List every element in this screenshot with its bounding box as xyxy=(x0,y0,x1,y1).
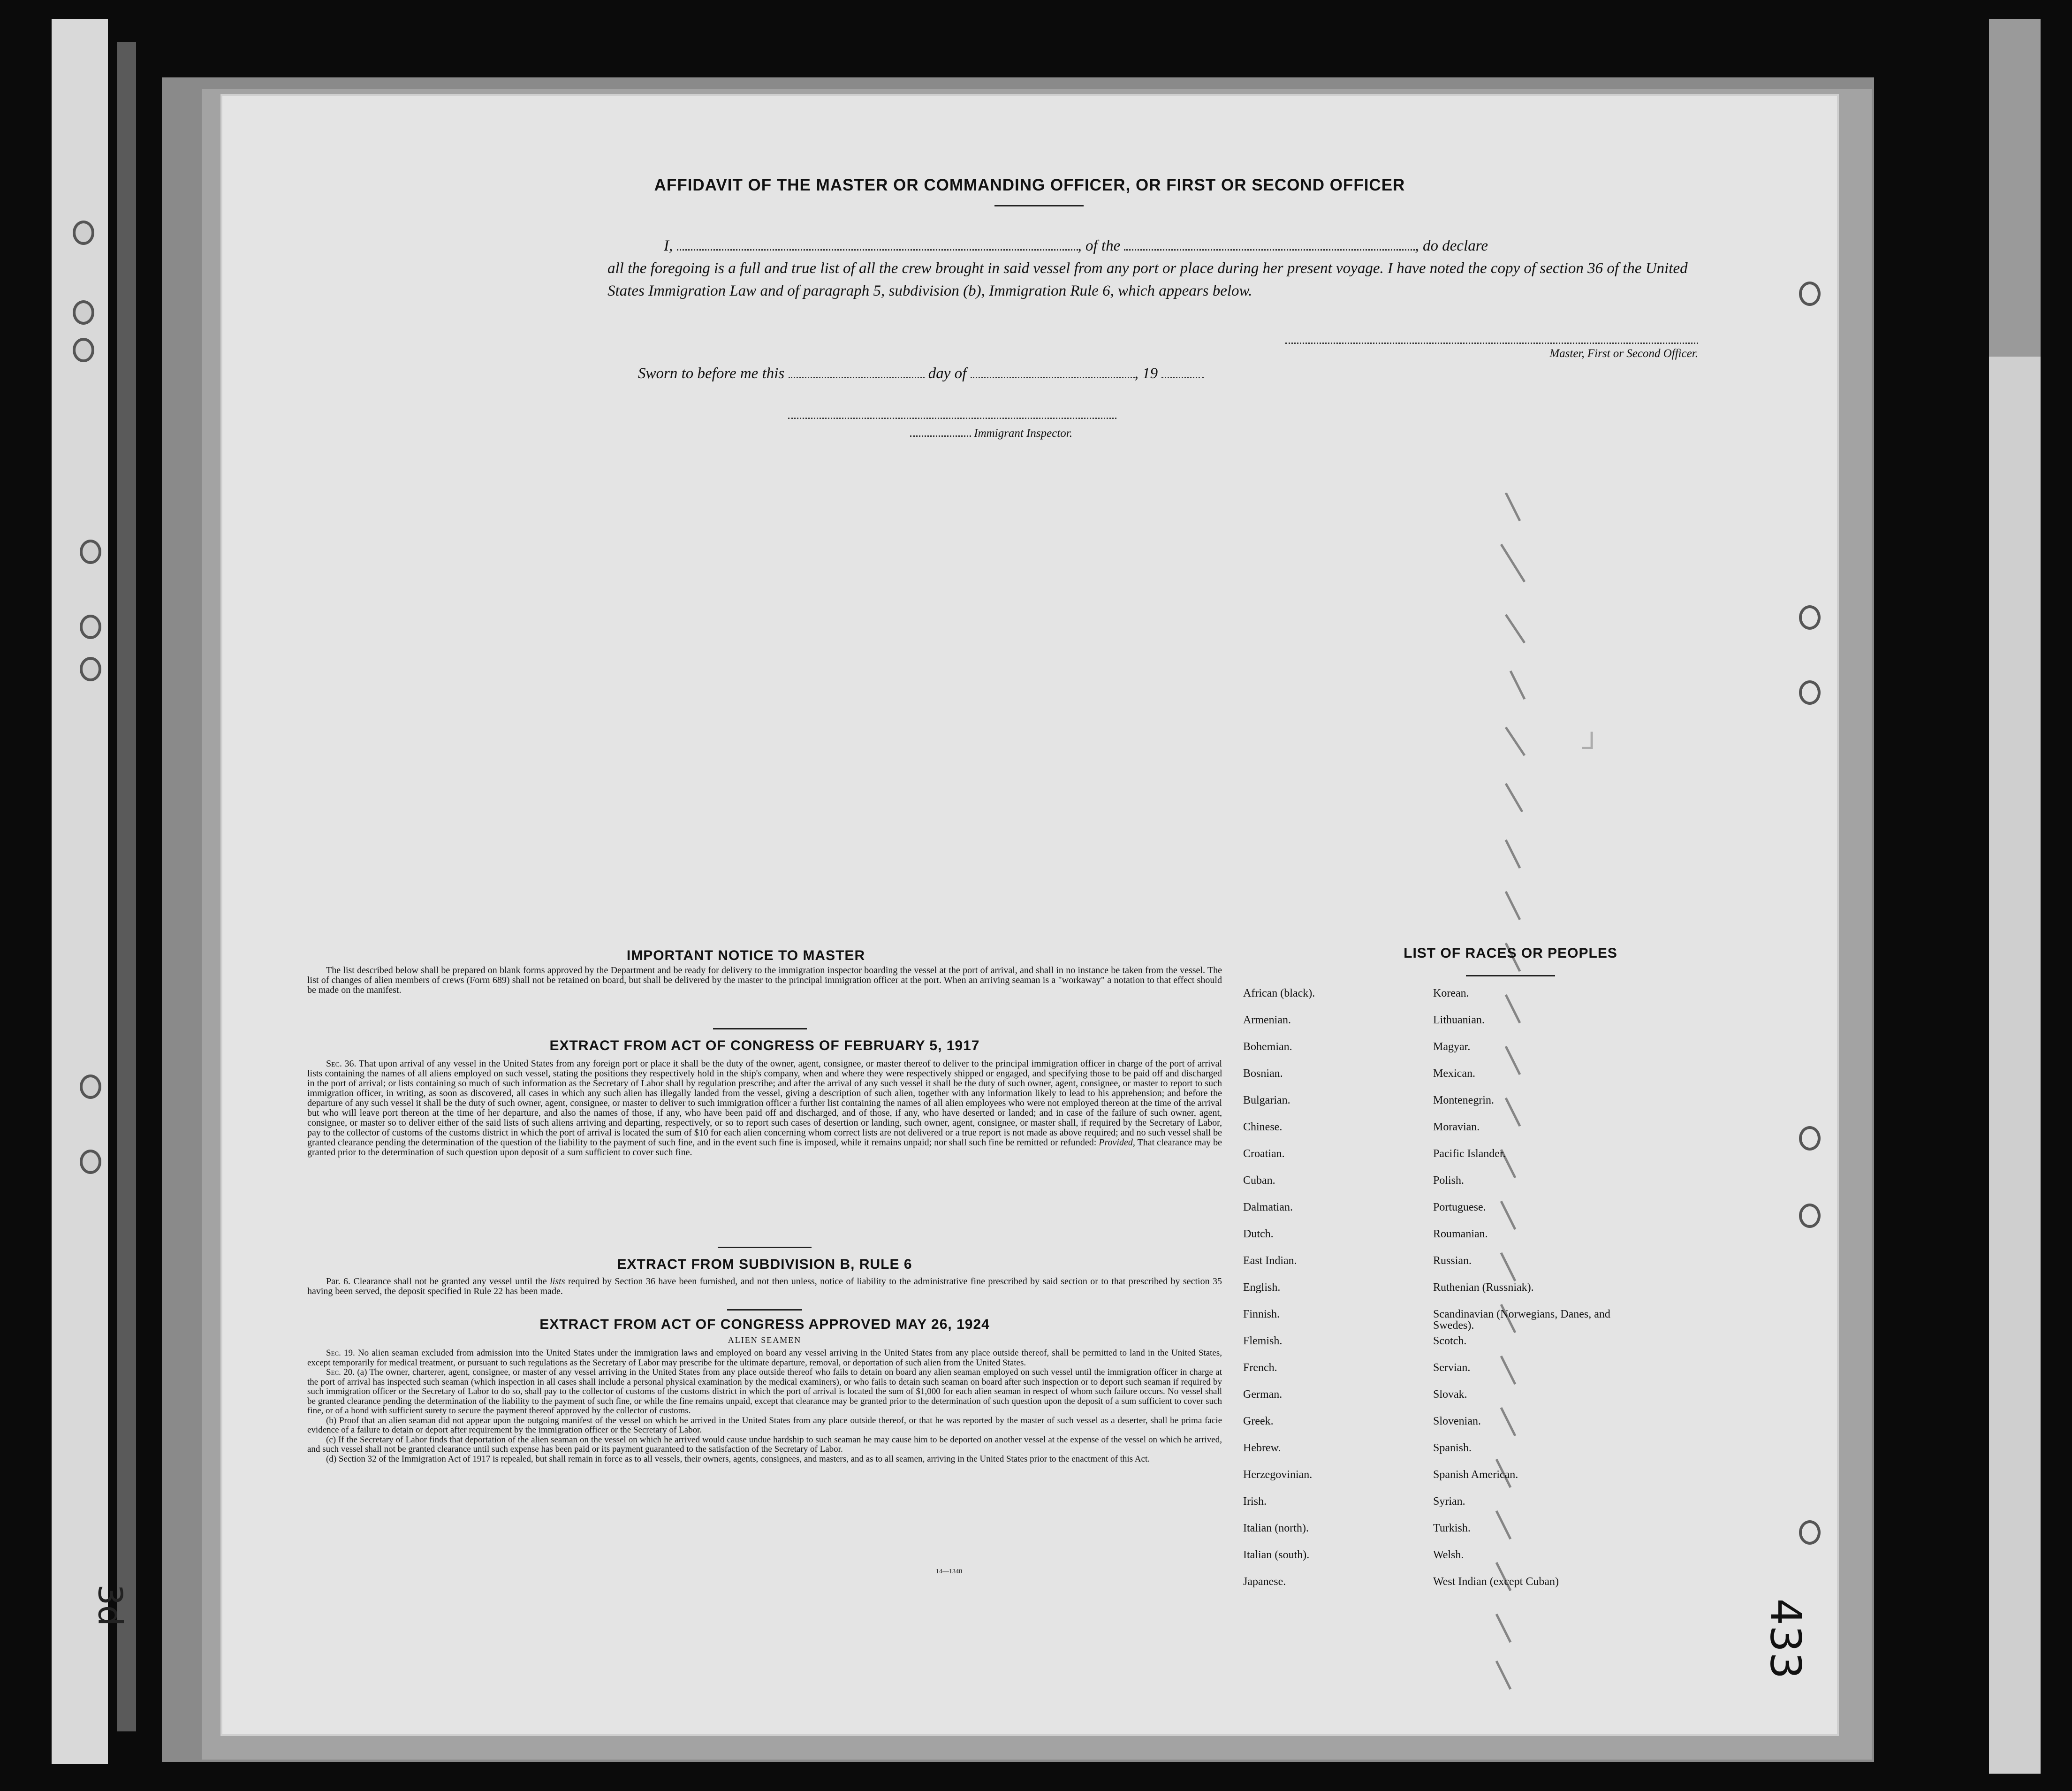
of-the-label: , of the xyxy=(1078,237,1121,254)
race-item: West Indian (except Cuban) xyxy=(1433,1576,1559,1588)
binder-hole xyxy=(80,1075,101,1099)
sec-19-text: No alien seaman excluded from admission into the United States under the immigration laws and employed on board any vessel arriving in the United States from any place outside thereof, shall be permitted to land in the United States, except temporarily for medical treatment, or pursuant to such regulations as the Secretary of Labor may prescribe for the ultimate departure, removal, or deportation of such alien from the United States. xyxy=(307,1348,1222,1368)
inspector-dot-lead xyxy=(910,433,971,437)
race-item: Irish. xyxy=(1243,1495,1267,1508)
race-item: Finnish. xyxy=(1243,1308,1280,1320)
alien-seamen-subtitle: ALIEN SEAMEN xyxy=(728,1335,802,1345)
race-item: Croatian. xyxy=(1243,1148,1285,1160)
year-prefix: , 19 xyxy=(1134,365,1158,382)
rule-6-text-b: required by Section 36 have been furnished, and not then unless, notice of liability to the administrative fine prescribed by said section or to that prescribed by section 35 having been served, the deposit specified in Rule 22 has been made. xyxy=(307,1276,1222,1296)
race-item: Greek. xyxy=(1243,1415,1274,1427)
inspector-signature-line[interactable] xyxy=(788,418,1116,419)
sworn-day-field[interactable] xyxy=(789,374,925,378)
notice-rule xyxy=(713,1028,807,1029)
extract-1917-text xyxy=(307,1059,1222,1158)
extract-1917-rule xyxy=(718,1247,812,1248)
race-item: Italian (south). xyxy=(1243,1549,1310,1561)
binder-left-strip xyxy=(52,19,108,1764)
master-signature-label: Master, First or Second Officer. xyxy=(1549,347,1698,360)
race-item: Slovak. xyxy=(1433,1388,1467,1401)
margin-note: 3d xyxy=(91,1584,129,1626)
page-hole xyxy=(1799,1204,1821,1228)
race-item: Magyar. xyxy=(1433,1041,1471,1053)
affidavit-text xyxy=(607,235,1705,302)
proviso-label: Provided, xyxy=(1099,1137,1135,1148)
race-item: Scandinavian (Norwegians, Danes, and Swedes). xyxy=(1433,1308,1610,1332)
day-of-label: day of xyxy=(928,365,967,382)
race-item: English. xyxy=(1243,1281,1281,1294)
binder-hole xyxy=(80,615,101,639)
page-hole xyxy=(1799,680,1821,705)
sec-36-text: That upon arrival of any vessel in the United States from any foreign port or place it shall be the duty of the owner, agent, consignee, or master thereof to deliver to the principal immigration officer in charge of the port of arrival lists containing the names of all aliens employed on such vessel, stating the positions they respectively hold in the ship's company, when and where they were respectively shipped or engaged, and specifying those to be paid off and discharged in the port of arrival; or lists containing so much of such information as the Secretary of Labor shall by regulation prescribe; and after the arrival of any such vessel it shall be the duty of such owner, agent, consignee, or master to report to such immigration officer, in writing, as soon as discovered, all cases in which any such alien has illegally landed from the vessel, giving a description of such alien, together with any information likely to lead to his apprehension; and before the departure of any such vessel it shall be the duty of such owner, agent, consignee, or master to deliver to such immigration officer a further list containing the names of all alien employees who were not employed thereon at the time of the arrival but who will leave port thereon at the time of her departure, and also the names of those, if any, who have been paid off and discharged, and of those, if any, who have deserted or landed; and in case of the failure of such owner, agent, consignee, or master so to deliver either of the said lists of such aliens arriving and departing, respectively, or so to report such cases of desertion or landing, such owner, agent, consignee, or master shall, if required by the Secretary of Labor, pay to the collector of customs of the customs district in which the port of arrival is located the sum of $10 for each alien concerning whom correct lists are not delivered or a true report is not made as above required; and no such vessel shall be granted clearance pending the determination of the question of the liability to the payment of such fine, and in the event such fine is imposed, while it remains unpaid; nor shall such fine be remitted or refunded: xyxy=(307,1059,1222,1148)
race-item: Bosnian. xyxy=(1243,1067,1283,1080)
race-item: Lithuanian. xyxy=(1433,1014,1485,1026)
sec-20-a-text: (a) The owner, charterer, agent, consignee, or master of any vessel arriving in the United States from any place outside thereof who fails to detain on board any alien seaman employed on such vessel until the immigration officer in charge at the port of arrival has inspected such seaman (which inspection in all cases shall include a personal physical examination by the medical examiners), or who fails to detain such seaman on board after such inspection or to deport such seaman if required by such immigration officer or the Secretary of Labor to do so, shall pay to the collector of customs of the customs district in which the port of arrival is located the sum of $1,000 for each alien seaman in respect of whom such failure occurs. No vessel shall be granted clearance pending the determination of the liability to the payment of such fine, or while the fine remains unpaid, except that clearance may be granted prior to the determination of such question upon the deposit of a sum sufficient to cover such fine, or of a bond with sufficient surety to secure the payment thereof approved by the collector of customs. xyxy=(307,1367,1222,1416)
race-item: Syrian. xyxy=(1433,1495,1465,1508)
do-declare-label: , do declare xyxy=(1415,237,1488,254)
notice-paragraph: The list described below shall be prepared on blank forms approved by the Department and be ready for delivery to the immigration inspector boarding the vessel at the port of arrival, and shall in no instance be taken from the vessel. The list of changes of alien members of crews (Form 689) shall not be retained on board, but shall be delivered by the master to the principal immigration officer at the port. When an arriving seaman is a "workaway" a notation to that effect should be made on the manifest. xyxy=(307,965,1222,995)
race-item: Bulgarian. xyxy=(1243,1094,1290,1106)
race-item: Moravian. xyxy=(1433,1121,1480,1133)
page-hole xyxy=(1799,605,1821,630)
title-rule xyxy=(994,205,1084,206)
affidavit-title: AFFIDAVIT OF THE MASTER OR COMMANDING OFFICER, OR FIRST OR SECOND OFFICER xyxy=(654,176,1405,194)
rule-6-text-a: Par. 6. Clearance shall not be granted any vessel until the xyxy=(326,1276,547,1287)
race-item: Flemish. xyxy=(1243,1335,1283,1347)
race-item: Pacific Islander. xyxy=(1433,1148,1506,1160)
race-item: Herzegovinian. xyxy=(1243,1469,1313,1481)
race-item: Dalmatian. xyxy=(1243,1201,1293,1213)
affidavit-i: I, xyxy=(664,237,673,254)
binder-left-edge xyxy=(117,42,136,1731)
page-hole xyxy=(1799,1520,1821,1545)
affidavit-body: all the foregoing is a full and true list of all the crew brought in said vessel from any port or place during her present voyage. I have noted the copy of section 36 of the United States Immigration Law and of paragraph 5, subdivision (b), Immigration Rule 6, which appears below. xyxy=(607,260,1688,299)
extract-1924-text xyxy=(307,1349,1222,1464)
race-item: African (black). xyxy=(1243,987,1315,999)
binder-hole xyxy=(73,338,94,362)
extract-1917-title: EXTRACT FROM ACT OF CONGRESS OF FEBRUARY 5, 1917 xyxy=(549,1038,980,1053)
sec-20-d-text: (d) Section 32 of the Immigration Act of 1917 is repealed, but shall remain in force as to all vessels, their owners, agents, consignees, and masters, and as to all seamen, arriving in the United States prior to the enactment of this Act. xyxy=(326,1454,1150,1464)
sec-36-label: Sec. 36. xyxy=(326,1059,357,1069)
race-item: Russian. xyxy=(1433,1255,1472,1267)
master-name-field[interactable] xyxy=(677,246,1078,251)
rule-6-rule xyxy=(727,1309,802,1311)
page-number: 433 xyxy=(1761,1598,1810,1679)
races-right-column xyxy=(1433,988,1635,1603)
race-item: Portuguese. xyxy=(1433,1201,1486,1213)
notice-text xyxy=(307,966,1222,995)
inspector-label-text: Immigrant Inspector. xyxy=(974,427,1072,440)
binder-hole xyxy=(80,657,101,681)
inspector-label xyxy=(910,427,1072,440)
lists-word: lists xyxy=(550,1276,565,1287)
race-item: Cuban. xyxy=(1243,1174,1275,1187)
race-item: Italian (north). xyxy=(1243,1522,1309,1534)
form-code: 14—1340 xyxy=(936,1568,962,1575)
manifest-page xyxy=(220,94,1839,1736)
rule-6-text xyxy=(307,1277,1222,1296)
binder-right-top xyxy=(1989,19,2041,357)
race-item: Japanese. xyxy=(1243,1576,1286,1588)
race-item: Mexican. xyxy=(1433,1067,1475,1080)
pencil-mark: ᒧ xyxy=(1581,727,1595,755)
race-item: French. xyxy=(1243,1362,1277,1374)
notice-title: IMPORTANT NOTICE TO MASTER xyxy=(626,948,865,963)
rule-6-title: EXTRACT FROM SUBDIVISION B, RULE 6 xyxy=(617,1257,912,1272)
races-title: LIST OF RACES OR PEOPLES xyxy=(1404,945,1617,961)
sec-20-label: Sec. 20. xyxy=(326,1367,355,1377)
race-item: German. xyxy=(1243,1388,1283,1401)
binder-hole xyxy=(73,221,94,245)
sworn-prefix: Sworn to before me this xyxy=(638,365,785,382)
binder-hole xyxy=(80,1150,101,1174)
race-item: Hebrew. xyxy=(1243,1442,1281,1454)
sec-20-c-text: (c) If the Secretary of Labor finds that deportation of the alien seaman on the vessel on which he arrived would cause undue hardship to such seaman he may cause him to be deported on another vessel at the expense of the vessel on which he arrived, and such vessel shall not be granted clearance until such expense has been paid or its payment guaranteed to the satisfaction of the Secretary of Labor. xyxy=(307,1434,1222,1454)
race-item: Roumanian. xyxy=(1433,1228,1488,1240)
race-item: Scotch. xyxy=(1433,1335,1467,1347)
race-item: Bohemian. xyxy=(1243,1041,1292,1053)
race-item: Korean. xyxy=(1433,987,1469,999)
proviso-text: That clearance may be granted prior to the determination of such question upon deposit of a sum sufficient to cover such fine. xyxy=(307,1137,1222,1158)
race-item: Welsh. xyxy=(1433,1549,1464,1561)
race-item: Spanish American. xyxy=(1433,1469,1518,1481)
races-rule xyxy=(1466,975,1555,976)
sec-19-label: Sec. 19. xyxy=(326,1348,355,1358)
race-item: Turkish. xyxy=(1433,1522,1471,1534)
races-left-column xyxy=(1243,988,1421,1603)
sworn-year-field[interactable] xyxy=(1161,374,1204,378)
extract-1924-title: EXTRACT FROM ACT OF CONGRESS APPROVED MAY 26, 1924 xyxy=(539,1317,990,1332)
sec-20-b-text: (b) Proof that an alien seaman did not appear upon the outgoing manifest of the vessel on which he arrived in the United States from any place outside thereof, or that he was reported by the master of such vessel as a deserter, shall be prima facie evidence of a failure to detain or deport after requirement by the immigration officer or the Secretary of Labor. xyxy=(307,1415,1222,1435)
master-signature-line[interactable] xyxy=(1285,343,1698,344)
page-hole xyxy=(1799,1126,1821,1151)
race-item: Spanish. xyxy=(1433,1442,1472,1454)
page-hole xyxy=(1799,282,1821,306)
race-item: Slovenian. xyxy=(1433,1415,1481,1427)
race-item: Montenegrin. xyxy=(1433,1094,1494,1106)
race-item: Dutch. xyxy=(1243,1228,1274,1240)
binder-hole xyxy=(73,300,94,325)
race-item: Servian. xyxy=(1433,1362,1471,1374)
race-item: East Indian. xyxy=(1243,1255,1297,1267)
binder-hole xyxy=(80,540,101,564)
race-item: Polish. xyxy=(1433,1174,1465,1187)
race-item: Ruthenian (Russniak). xyxy=(1433,1281,1534,1294)
sworn-month-field[interactable] xyxy=(971,374,1135,378)
sworn-line xyxy=(638,365,1204,382)
vessel-name-field[interactable] xyxy=(1124,246,1415,251)
race-item: Chinese. xyxy=(1243,1121,1283,1133)
race-item: Armenian. xyxy=(1243,1014,1291,1026)
